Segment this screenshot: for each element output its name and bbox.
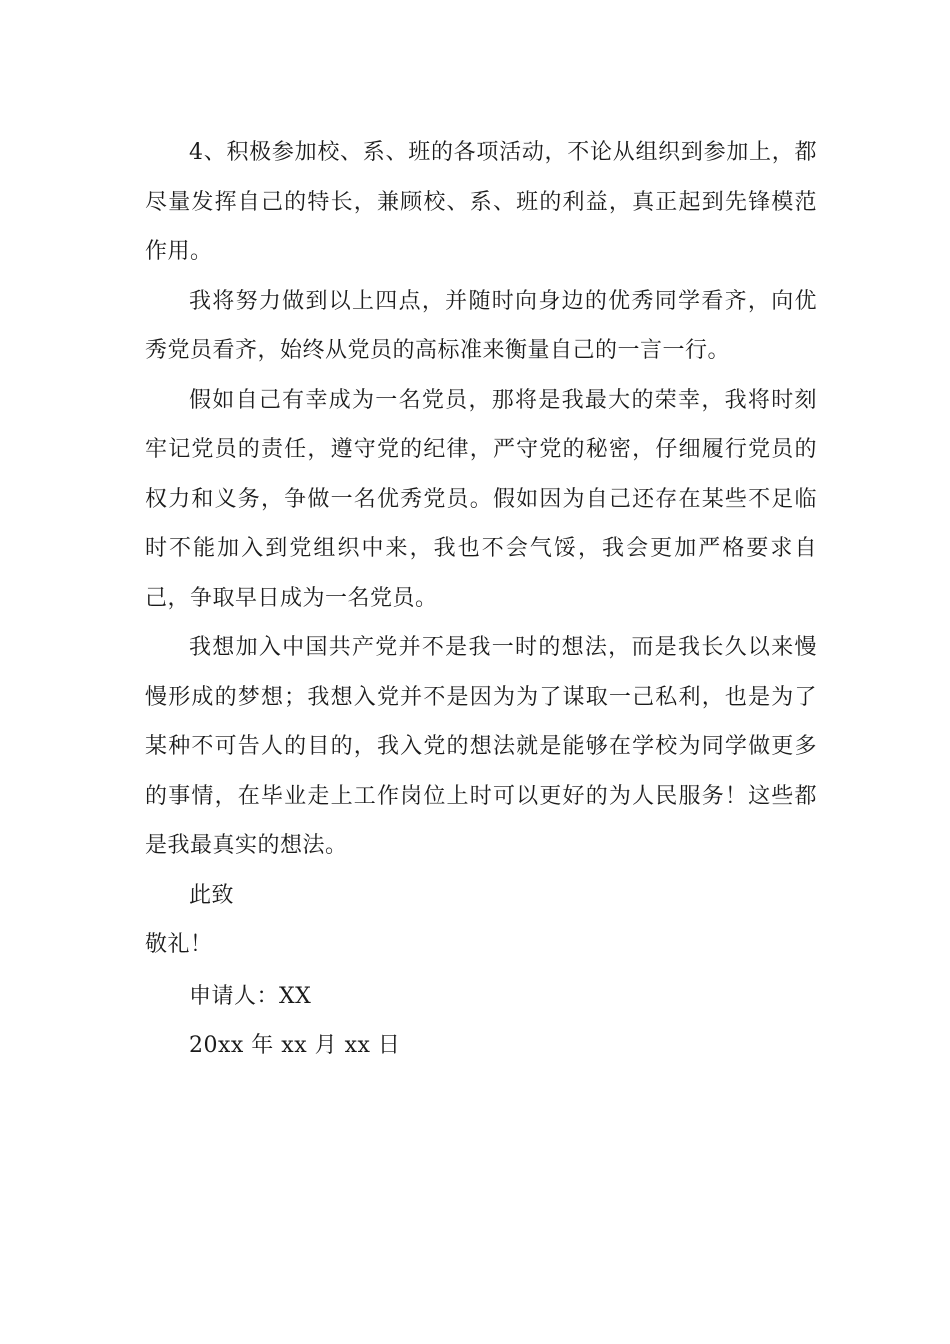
paragraph-membership: 假如自己有幸成为一名党员，那将是我最大的荣幸，我将时刻牢记党员的责任，遵守党的纪律，严守党的秘密，仔细履行党员的权力和义务，争做一名优秀党员。假如因为自己还存在某些不足临时不能加入到党组织中来，我也不会气馁，我会更加严格要求自己，争取早日成为一名党员。 <box>145 387 817 611</box>
date-line: 20xx 年 xx 月 xx 日 <box>189 1033 401 1058</box>
document-body <box>145 128 817 1071</box>
paragraph-activities: 4、积极参加校、系、班的各项活动，不论从组织到参加上，都尽量发挥自己的特长，兼顾校、系、班的利益，真正起到先锋模范作用。 <box>145 140 817 264</box>
salute-phrase: 敬礼！ <box>145 932 213 957</box>
signature-line: 申请人：XX <box>189 983 312 1009</box>
paragraph-commitment: 我将努力做到以上四点，并随时向身边的优秀同学看齐，向优秀党员看齐，始终从党员的高标准来衡量自己的一言一行。 <box>145 288 817 363</box>
closing-phrase: 此致 <box>189 882 235 908</box>
paragraph-motivation: 我想加入中国共产党并不是我一时的想法，而是我长久以来慢慢形成的梦想；我想入党并不是因为为了谋取一己私利，也是为了某种不可告人的目的，我入党的想法就是能够在学校为同学做更多的事情，在毕业走上工作岗位上时可以更好的为人民服务！这些都是我最真实的想法。 <box>145 635 817 858</box>
